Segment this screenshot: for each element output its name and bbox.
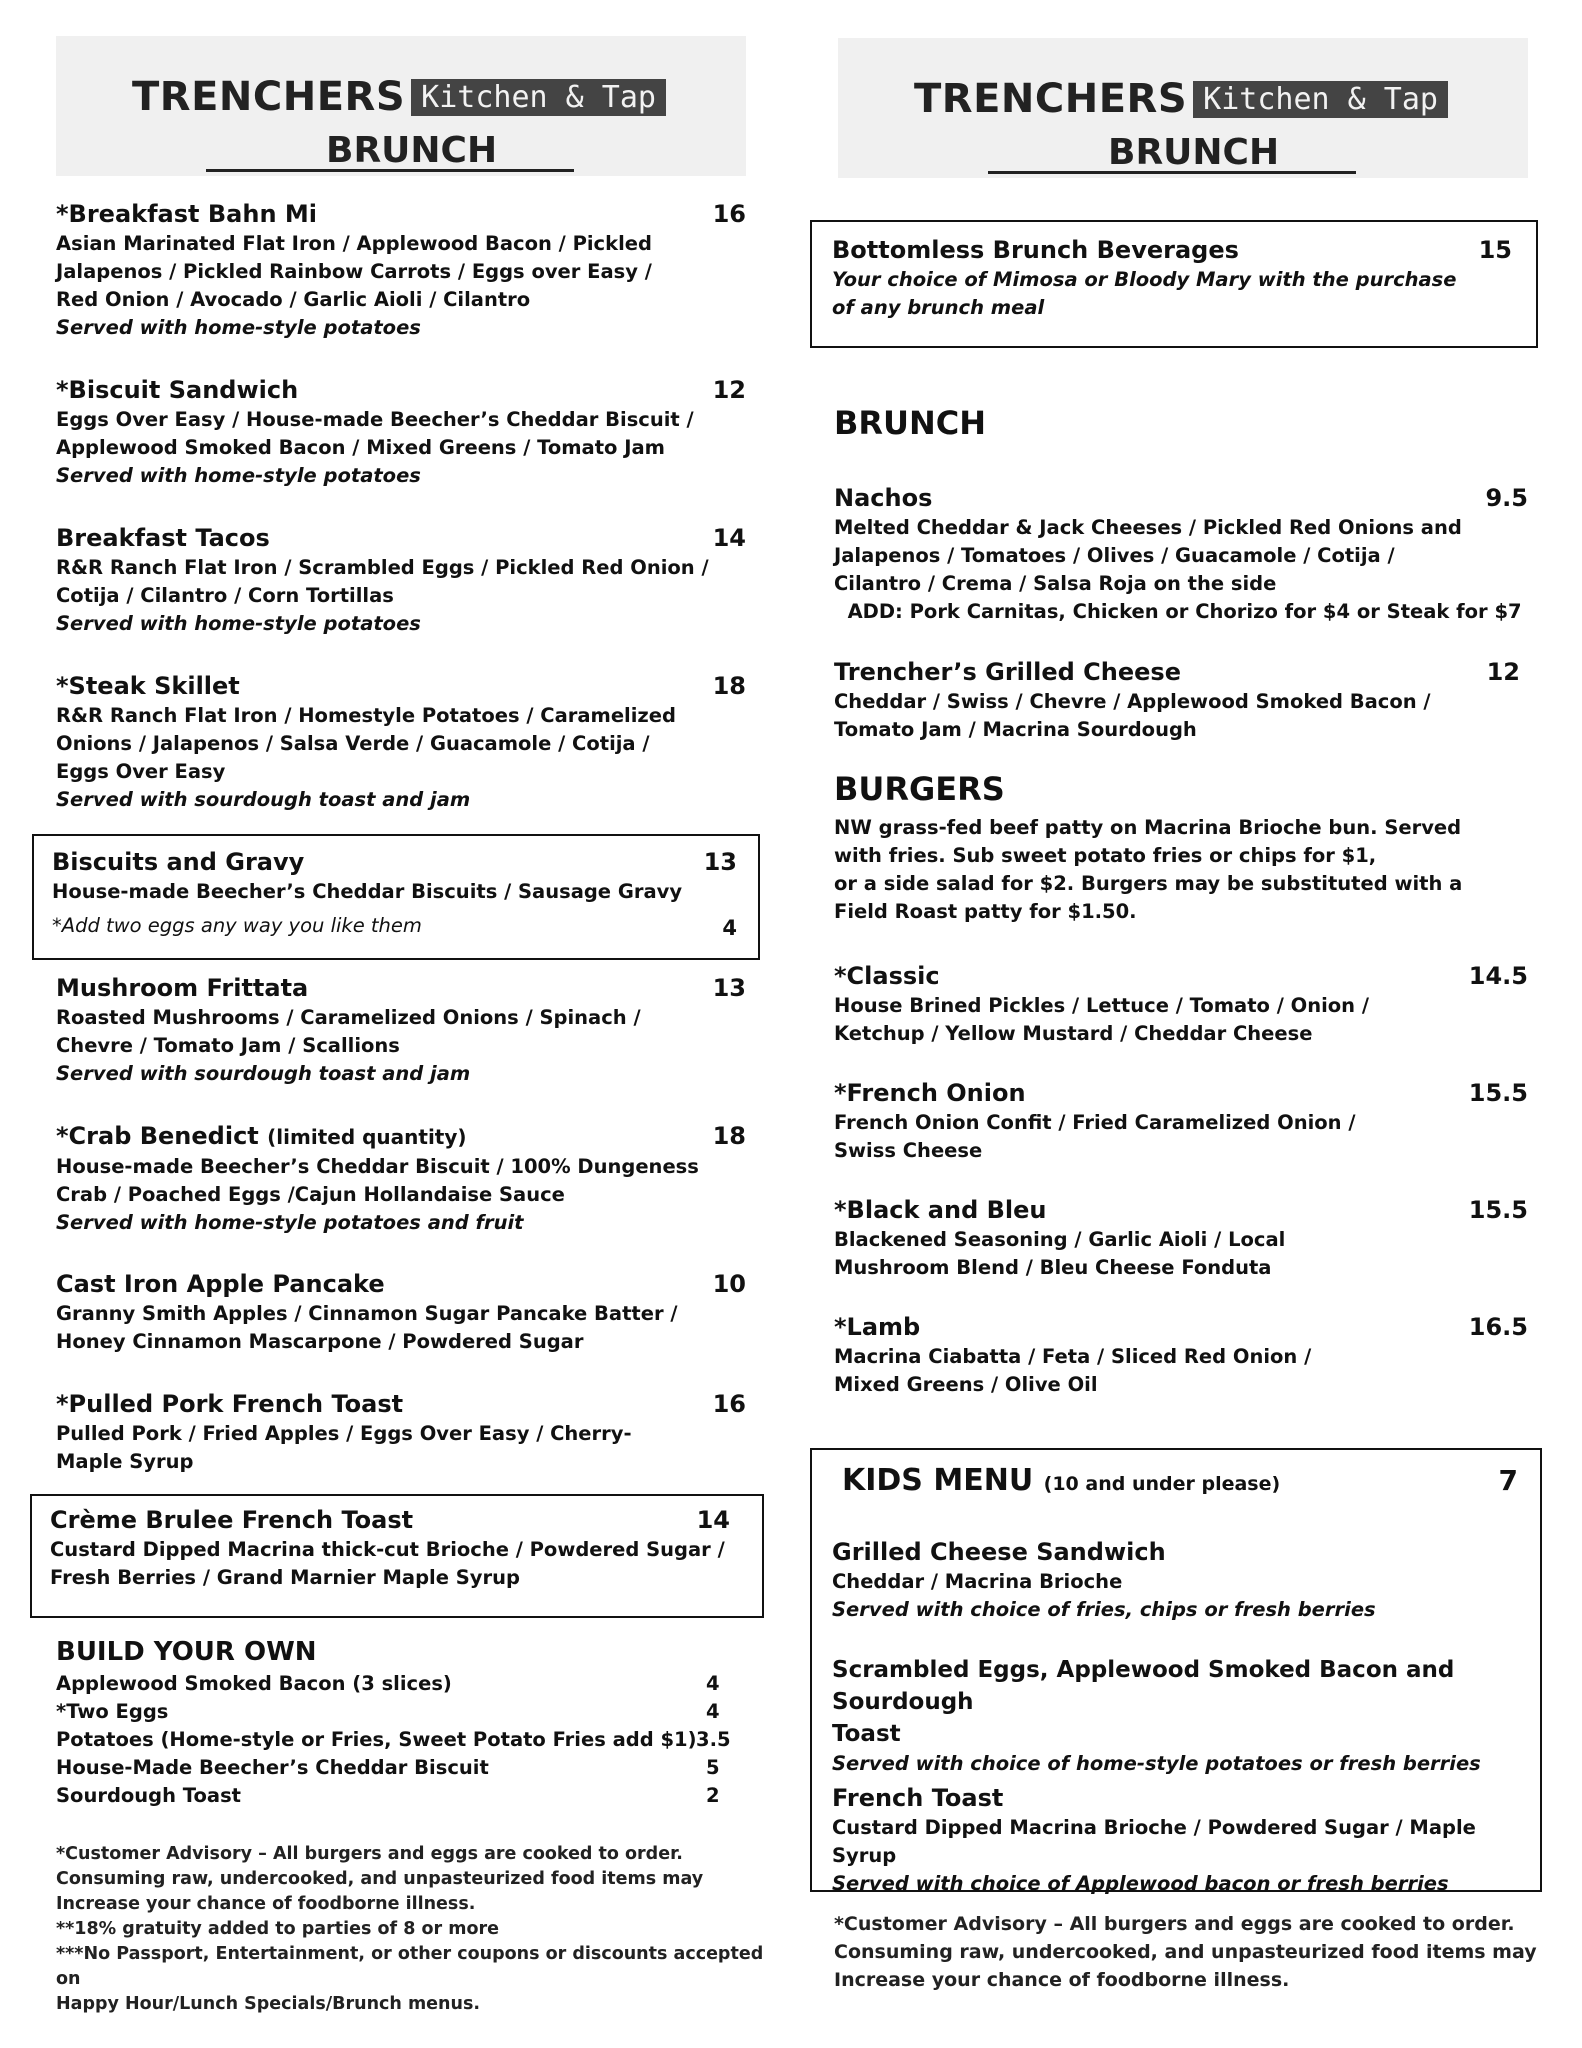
kids-title — [842, 1462, 1518, 1503]
item-price: 13 — [712, 974, 746, 1002]
byo-label: House-Made Beecher’s Cheddar Biscuit — [56, 1756, 489, 1779]
kids-item — [832, 1782, 1532, 1898]
byo-row — [56, 1782, 746, 1810]
advisory-line: *Customer Advisory – All burgers and eggs are cooked to order. — [56, 1844, 683, 1864]
byo-label: Applewood Smoked Bacon (3 slices) — [56, 1672, 452, 1695]
advisory-line: *Customer Advisory – All burgers and eggs are cooked to order. — [834, 1913, 1515, 1935]
item-desc: Jalapenos / Pickled Rainbow Carrots / Eggs over Easy / — [56, 260, 652, 283]
item-name: Trencher’s Grilled Cheese — [834, 658, 1181, 686]
logo — [132, 74, 666, 120]
burger-item — [834, 960, 1528, 1048]
item-name-cont: Toast — [832, 1721, 901, 1747]
build-your-own — [56, 1634, 746, 1810]
item-desc: Honey Cinnamon Mascarpone / Powdered Sugar — [56, 1330, 584, 1353]
item-served: Served with choice of Applewood bacon or fresh berries — [832, 1872, 1449, 1895]
item-desc: Cheddar / Swiss / Chevre / Applewood Smoked Bacon / — [834, 690, 1431, 713]
item-name: Cast Iron Apple Pancake — [56, 1270, 385, 1298]
byo-price: 4 — [706, 1672, 720, 1695]
byo-label: Sourdough Toast — [56, 1784, 242, 1807]
item-name: Scrambled Eggs, Applewood Smoked Bacon and Sourdough — [832, 1657, 1455, 1715]
section-burgers: BURGERS — [834, 770, 1005, 808]
byo-price: 5 — [706, 1756, 720, 1779]
item-desc: Applewood Smoked Bacon / Mixed Greens / Tomato Jam — [56, 436, 665, 459]
item-desc: Crab / Poached Eggs /Cajun Hollandaise Sauce — [56, 1183, 565, 1206]
item-price: 14 — [712, 524, 746, 552]
advisory-line: Consuming raw, undercooked, and unpasteurized food items may — [56, 1869, 704, 1889]
item-desc: Cheddar / Macrina Brioche — [832, 1570, 1123, 1593]
kids-menu-header — [842, 1462, 1518, 1503]
kids-item — [832, 1654, 1532, 1778]
kids-price: 7 — [1498, 1464, 1518, 1497]
item-name: Breakfast Tacos — [56, 524, 270, 552]
item-desc: House Brined Pickles / Lettuce / Tomato / Onion / — [834, 994, 1369, 1017]
beverages-item — [832, 234, 1512, 322]
item-name — [56, 1120, 746, 1153]
item-name: *Biscuit Sandwich — [56, 376, 299, 404]
item-addon: ADD: Pork Carnitas, Chicken or Chorizo for $4 or Steak for $7 — [834, 600, 1522, 623]
burgers-desc-line: NW grass-fed beef patty on Macrina Brioche bun. Served — [834, 816, 1462, 839]
menu-item — [56, 1120, 746, 1237]
section-brunch: BRUNCH — [834, 404, 987, 442]
menu-item — [834, 482, 1528, 626]
item-desc: of any brunch meal — [832, 296, 1045, 319]
item-desc: Macrina Ciabatta / Feta / Sliced Red Onion / — [834, 1345, 1312, 1368]
burgers-desc-line: Field Roast patty for $1.50. — [834, 900, 1137, 923]
item-price: 14.5 — [1468, 962, 1528, 990]
menu-item — [834, 656, 1520, 744]
item-price: 15 — [1478, 236, 1512, 264]
item-desc: Roasted Mushrooms / Caramelized Onions / Spinach / — [56, 1006, 641, 1029]
item-price: 15.5 — [1468, 1079, 1528, 1107]
item-addon: *Add two eggs any way you like them — [52, 914, 422, 937]
item-name: *Black and Bleu — [834, 1196, 1047, 1224]
item-name: Bottomless Brunch Beverages — [832, 236, 1239, 264]
byo-price: 3.5 — [696, 1728, 731, 1751]
header-brunch: BRUNCH — [1108, 132, 1280, 173]
menu-item — [56, 374, 746, 490]
item-price: 14 — [696, 1506, 730, 1534]
item-name-text: *Crab Benedict — [56, 1122, 259, 1150]
logo-tag: Kitchen & Tap — [411, 79, 666, 116]
item-desc: Red Onion / Avocado / Garlic Aioli / Cilantro — [56, 288, 531, 311]
menu-item — [56, 198, 746, 342]
logo — [914, 76, 1448, 122]
advisory-line: Increase your chance of foodborne illness. — [834, 1969, 1290, 1991]
item-desc: Cilantro / Crema / Salsa Roja on the side — [834, 572, 1277, 595]
advisory-line: Increase your chance of foodborne illness. — [56, 1894, 476, 1914]
item-desc: Pulled Pork / Fried Apples / Eggs Over Easy / Cherry- — [56, 1422, 632, 1445]
item-desc: Melted Cheddar & Jack Cheeses / Pickled Red Onions and — [834, 516, 1462, 539]
byo-label: *Two Eggs — [56, 1700, 169, 1723]
item-desc: Blackened Seasoning / Garlic Aioli / Local — [834, 1228, 1286, 1251]
item-desc: Jalapenos / Tomatoes / Olives / Guacamole / Cotija / — [834, 544, 1395, 567]
item-price: 15.5 — [1468, 1196, 1528, 1224]
item-name: *Pulled Pork French Toast — [56, 1390, 404, 1418]
customer-advisory — [834, 1910, 1537, 1994]
logo-word: TRENCHERS — [132, 74, 406, 120]
header-brunch: BRUNCH — [326, 130, 498, 171]
menu-header — [838, 38, 1528, 178]
item-desc: Chevre / Tomato Jam / Scallions — [56, 1034, 400, 1057]
item-desc: Mixed Greens / Olive Oil — [834, 1373, 1098, 1396]
item-name: Grilled Cheese Sandwich — [832, 1538, 1166, 1566]
item-desc: Mushroom Blend / Bleu Cheese Fonduta — [834, 1256, 1272, 1279]
item-served: Served with sourdough toast and jam — [56, 788, 471, 811]
item-desc: Onions / Jalapenos / Salsa Verde / Guacamole / Cotija / — [56, 732, 650, 755]
item-desc: Asian Marinated Flat Iron / Applewood Bacon / Pickled — [56, 232, 652, 255]
burgers-desc — [834, 814, 1524, 926]
kids-note: (10 and under please) — [1043, 1473, 1281, 1495]
kids-item — [832, 1536, 1522, 1624]
menu-header — [56, 36, 746, 176]
item-desc: House-made Beecher’s Cheddar Biscuits / Sausage Gravy — [52, 880, 683, 903]
item-desc: French Onion Confit / Fried Caramelized Onion / — [834, 1111, 1356, 1134]
header-rule — [988, 171, 1356, 174]
item-desc: Custard Dipped Macrina Brioche / Powdered Sugar / Maple Syrup — [832, 1816, 1476, 1867]
item-desc: Custard Dipped Macrina thick-cut Brioche / Powdered Sugar / — [50, 1538, 725, 1561]
item-price: 16 — [712, 1390, 746, 1418]
burger-item — [834, 1077, 1528, 1165]
item-price: 9.5 — [1485, 484, 1528, 512]
logo-tag: Kitchen & Tap — [1193, 81, 1448, 118]
item-name: Mushroom Frittata — [56, 974, 309, 1002]
item-served: Served with home-style potatoes — [56, 612, 421, 635]
item-desc: Granny Smith Apples / Cinnamon Sugar Pancake Batter / — [56, 1302, 678, 1325]
item-desc: Eggs Over Easy — [56, 760, 226, 783]
item-desc: Maple Syrup — [56, 1450, 194, 1473]
burgers-desc-line: with fries. Sub sweet potato fries or chips for $1, — [834, 844, 1377, 867]
item-desc: Your choice of Mimosa or Bloody Mary with the purchase — [832, 268, 1457, 291]
kids-title-text: KIDS MENU — [842, 1463, 1034, 1498]
menu-item — [56, 1388, 746, 1476]
byo-price: 4 — [706, 1700, 720, 1723]
item-desc: R&R Ranch Flat Iron / Homestyle Potatoes / Caramelized — [56, 704, 676, 727]
item-name: *Lamb — [834, 1313, 921, 1341]
addon-price: 4 — [722, 916, 737, 940]
item-served: Served with choice of home-style potatoes or fresh berries — [832, 1752, 1481, 1775]
item-price: 12 — [1486, 658, 1520, 686]
item-desc: Fresh Berries / Grand Marnier Maple Syrup — [50, 1566, 520, 1589]
item-desc: House-made Beecher’s Cheddar Biscuit / 100% Dungeness — [56, 1155, 699, 1178]
item-price: 10 — [712, 1270, 746, 1298]
item-name: *Classic — [834, 962, 940, 990]
item-note: (limited quantity) — [267, 1125, 467, 1149]
byo-title: BUILD YOUR OWN — [56, 1637, 317, 1667]
item-served: Served with home-style potatoes — [56, 316, 421, 339]
byo-row — [56, 1754, 746, 1782]
burger-item — [834, 1311, 1528, 1399]
item-name: Crème Brulee French Toast — [50, 1506, 414, 1534]
item-desc: Swiss Cheese — [834, 1139, 983, 1162]
byo-price: 2 — [706, 1784, 720, 1807]
item-price: 16.5 — [1468, 1313, 1528, 1341]
menu-item — [50, 1504, 730, 1592]
byo-row — [56, 1726, 746, 1754]
advisory-line: **18% gratuity added to parties of 8 or more — [56, 1919, 499, 1939]
item-desc: Cotija / Cilantro / Corn Tortillas — [56, 584, 394, 607]
item-name: *French Onion — [834, 1079, 1026, 1107]
item-price: 13 — [703, 848, 737, 876]
advisory-line: ***No Passport, Entertainment, or other coupons or discounts accepted on — [56, 1944, 764, 1989]
byo-row — [56, 1670, 746, 1698]
customer-advisory — [56, 1842, 770, 2017]
burger-item — [834, 1194, 1528, 1282]
item-served: Served with home-style potatoes and fruit — [56, 1211, 524, 1234]
item-price: 18 — [712, 672, 746, 700]
item-served: Served with sourdough toast and jam — [56, 1062, 471, 1085]
advisory-line: Consuming raw, undercooked, and unpasteurized food items may — [834, 1941, 1537, 1963]
menu-item — [56, 972, 746, 1088]
item-name: Nachos — [834, 484, 933, 512]
logo-word: TRENCHERS — [914, 76, 1188, 122]
item-desc: R&R Ranch Flat Iron / Scrambled Eggs / Pickled Red Onion / — [56, 556, 709, 579]
item-served: Served with choice of fries, chips or fresh berries — [832, 1598, 1376, 1621]
item-desc: Eggs Over Easy / House-made Beecher’s Cheddar Biscuit / — [56, 408, 694, 431]
menu-item — [56, 522, 746, 638]
advisory-line: Happy Hour/Lunch Specials/Brunch menus. — [56, 1994, 481, 2014]
menu-item — [56, 670, 746, 814]
item-name: Biscuits and Gravy — [52, 848, 305, 876]
item-price: 18 — [712, 1122, 746, 1150]
byo-label: Potatoes (Home-style or Fries, Sweet Potato Fries add $1) — [56, 1728, 697, 1751]
item-served: Served with home-style potatoes — [56, 464, 421, 487]
item-name: *Steak Skillet — [56, 672, 240, 700]
menu-item — [56, 1268, 746, 1356]
item-price: 12 — [712, 376, 746, 404]
byo-row — [56, 1698, 746, 1726]
burgers-desc-line: or a side salad for $2. Burgers may be substituted with a — [834, 872, 1463, 895]
item-name: *Breakfast Bahn Mi — [56, 200, 317, 228]
item-name: French Toast — [832, 1784, 1004, 1812]
menu-item — [52, 846, 737, 940]
item-price: 16 — [712, 200, 746, 228]
item-desc: Tomato Jam / Macrina Sourdough — [834, 718, 1197, 741]
item-desc: Ketchup / Yellow Mustard / Cheddar Cheese — [834, 1022, 1313, 1045]
header-rule — [206, 169, 574, 172]
